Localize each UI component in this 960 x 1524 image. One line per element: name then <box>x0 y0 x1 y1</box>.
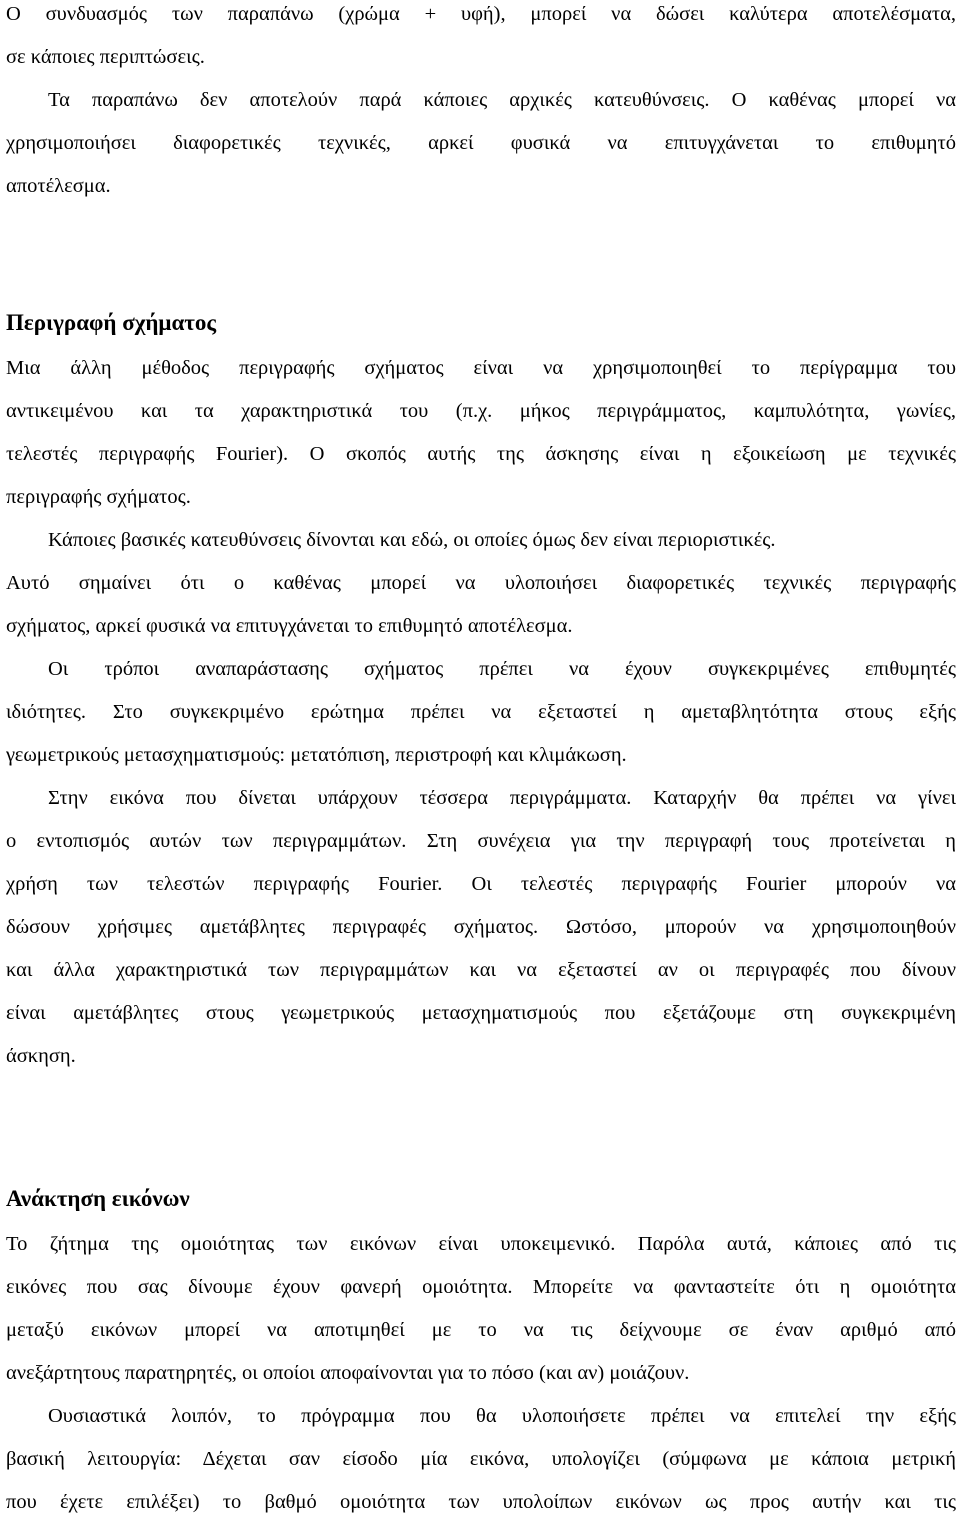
paragraph-line: Τα παραπάνω δεν αποτελούν παρά κάποιες αρχικές κατευθύνσεις. Ο καθένας μπορεί να <box>48 89 956 111</box>
paragraph-line: χρησιμοποιήσει διαφορετικές τεχνικές, αρκεί φυσικά να επιτυγχάνεται το επιθυμητό <box>6 132 956 154</box>
paragraph-line: Ο συνδυασμός των παραπάνω (χρώμα + υφή), μπορεί να δώσει καλύτερα αποτελέσματα, <box>6 3 956 25</box>
paragraph-line: Ουσιαστικά λοιπόν, το πρόγραμμα που θα υλοποιήσετε πρέπει να επιτελεί την εξής <box>48 1405 956 1427</box>
paragraph-line: Οι τρόποι αναπαράστασης σχήματος πρέπει να έχουν συγκεκριμένες επιθυμητές <box>48 658 956 680</box>
paragraph-line: και άλλα χαρακτηριστικά των περιγραμμάτων και να εξεταστεί αν οι περιγραφές που δίνουν <box>6 959 956 981</box>
paragraph-line: ο εντοπισμός αυτών των περιγραμμάτων. Στη συνέχεια για την περιγραφή τους προτείνεται η <box>6 830 956 852</box>
paragraph-line: χρήση των τελεστών περιγραφής Fourier. Οι τελεστές περιγραφής Fourier μπορούν να <box>6 873 956 895</box>
paragraph-line: ανεξάρτητους παρατηρητές, οι οποίοι αποφαίνονται για το πόσο (και αν) μοιάζουν. <box>6 1362 690 1384</box>
section-heading: Περιγραφή σχήματος <box>6 310 217 335</box>
paragraph-line: ιδιότητες. Στο συγκεκριμένο ερώτημα πρέπει να εξεταστεί η αμεταβλητότητα στους εξής <box>6 701 956 723</box>
paragraph-line: γεωμετρικούς μετασχηματισμούς: μετατόπιση, περιστροφή και κλιμάκωση. <box>6 744 627 766</box>
paragraph-line: δώσουν χρήσιμες αμετάβλητες περιγραφές σχήματος. Ωστόσο, μπορούν να χρησιμοποιηθούν <box>6 916 956 938</box>
paragraph-line: Το ζήτημα της ομοιότητας των εικόνων είναι υποκειμενικό. Παρόλα αυτά, κάποιες από τις <box>6 1233 956 1255</box>
paragraph-line: αποτέλεσμα. <box>6 175 111 197</box>
paragraph-line: περιγραφής σχήματος. <box>6 486 191 508</box>
paragraph-line: βασική λειτουργία: Δέχεται σαν είσοδο μία εικόνα, υπολογίζει (σύμφωνα με κάποια μετρική <box>6 1448 956 1470</box>
paragraph-line: αντικειμένου και τα χαρακτηριστικά του (π.χ. μήκος περιγράμματος, καμπυλότητα, γωνίες, <box>6 400 956 422</box>
paragraph-line: εικόνες που σας δίνουμε έχουν φανερή ομοιότητα. Μπορείτε να φανταστείτε ότι η ομοιότητα <box>6 1276 956 1298</box>
section-heading: Ανάκτηση εικόνων <box>6 1186 190 1211</box>
paragraph-line: είναι αμετάβλητες στους γεωμετρικούς μετασχηματισμούς που εξετάζουμε στη συγκεκριμένη <box>6 1002 956 1024</box>
paragraph-line: σχήματος, αρκεί φυσικά να επιτυγχάνεται το επιθυμητό αποτέλεσμα. <box>6 615 573 637</box>
paragraph-line: Κάποιες βασικές κατευθύνσεις δίνονται και εδώ, οι οποίες όμως δεν είναι περιοριστικές. <box>48 529 776 551</box>
paragraph-line: Στην εικόνα που δίνεται υπάρχουν τέσσερα περιγράμματα. Καταρχήν θα πρέπει να γίνει <box>48 787 956 809</box>
paragraph-line: μεταξύ εικόνων μπορεί να αποτιμηθεί με το να τις δείχνουμε σε έναν αριθμό από <box>6 1319 956 1341</box>
paragraph-line: άσκηση. <box>6 1045 76 1067</box>
paragraph-line: Αυτό σημαίνει ότι ο καθένας μπορεί να υλοποιήσει διαφορετικές τεχνικές περιγραφής <box>6 572 956 594</box>
paragraph-line: τελεστές περιγραφής Fourier). Ο σκοπός αυτής της άσκησης είναι η εξοικείωση με τεχνικές <box>6 443 956 465</box>
paragraph-line: σε κάποιες περιπτώσεις. <box>6 46 205 68</box>
paragraph-line: Μια άλλη μέθοδος περιγραφής σχήματος είναι να χρησιμοποιηθεί το περίγραμμα του <box>6 357 956 379</box>
paragraph-line: που έχετε επιλέξει) το βαθμό ομοιότητα των υπολοίπων εικόνων ως προς αυτήν και τις <box>6 1491 956 1513</box>
